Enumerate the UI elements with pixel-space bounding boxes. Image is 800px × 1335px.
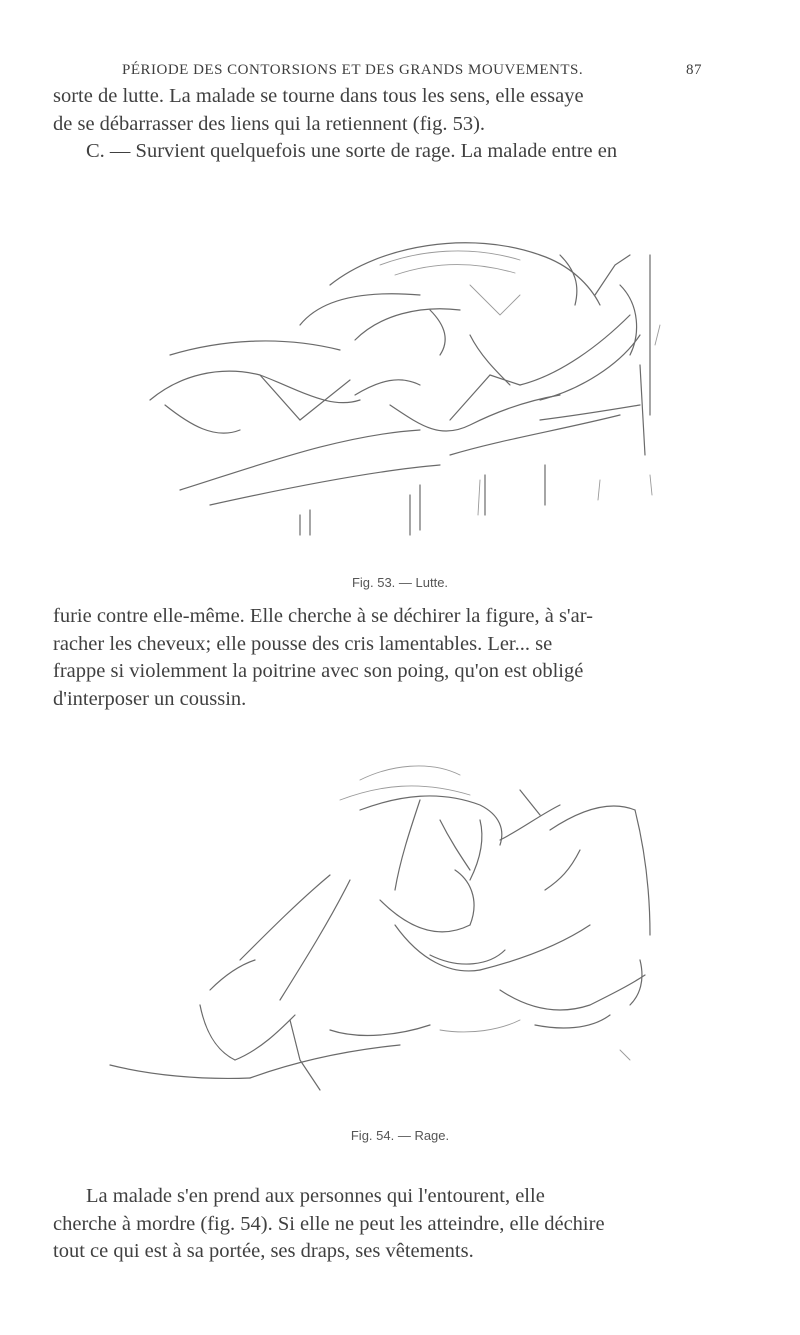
text-line: d'interposer un coussin. xyxy=(53,687,247,710)
page-number: 87 xyxy=(686,62,702,78)
running-head xyxy=(122,62,702,79)
paragraph-1 xyxy=(53,83,739,166)
text-line: frappe si violemment la poitrine avec son poing, qu'on est obligé xyxy=(53,660,584,682)
figure-54-caption: Fig. 54. — Rage. xyxy=(350,1128,450,1143)
text-line: racher les cheveux; elle pousse des cris lamentables. Ler... se xyxy=(53,632,553,655)
text-line: C. — Survient quelquefois une sorte de rage. La malade entre en xyxy=(86,140,618,162)
figure-54-drawing xyxy=(0,760,800,1120)
text-line: sorte de lutte. La malade se tourne dans tous les sens, elle essaye xyxy=(53,85,584,107)
text-line: furie contre elle-même. Elle cherche à se déchirer la figure, à s'ar- xyxy=(53,605,593,627)
figure-53-caption: Fig. 53. — Lutte. xyxy=(351,575,449,590)
paragraph-2 xyxy=(53,603,739,713)
figure-53-drawing xyxy=(0,225,800,565)
text-line: de se débarrasser des liens qui la retiennent (fig. 53). xyxy=(53,112,486,135)
paragraph-3 xyxy=(53,1183,739,1266)
text-line: tout ce qui est à sa portée, ses draps, ses vêtements. xyxy=(53,1240,474,1262)
figure-53-lutte xyxy=(0,225,800,565)
text-line: La malade s'en prend aux personnes qui l'entourent, elle xyxy=(86,1185,545,1207)
text-line: cherche à mordre (fig. 54). Si elle ne peut les atteindre, elle déchire xyxy=(53,1212,605,1235)
running-head-title: PÉRIODE DES CONTORSIONS ET DES GRANDS MOUVEMENTS. xyxy=(122,62,584,78)
figure-54-rage xyxy=(0,760,800,1120)
